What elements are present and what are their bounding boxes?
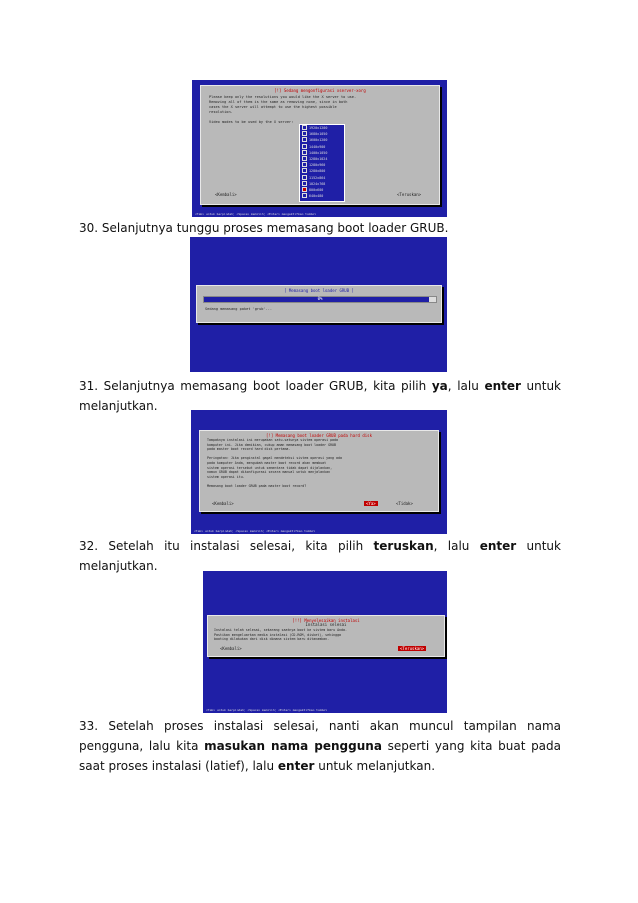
checkbox-icon[interactable] (302, 175, 307, 180)
step-32-bold-teruskan: teruskan (373, 539, 434, 553)
video-mode-label: 1920x1200 (309, 126, 328, 130)
checkbox-icon[interactable] (302, 150, 307, 155)
checkbox-icon[interactable] (302, 137, 307, 142)
video-mode-label: 1400x1050 (309, 150, 328, 155)
video-mode-label: 1280x1024 (309, 156, 328, 161)
step-33-bold-enter: enter (277, 759, 315, 773)
no-button[interactable]: <Tidak> (396, 501, 413, 506)
progress-bar-track (203, 296, 437, 303)
status-bar: <Tab> untuk berpindah; <Space> memilih; <Enter> mengaktifkan tombol (191, 528, 447, 534)
yes-button[interactable]: <Ya> (366, 501, 376, 506)
back-button[interactable]: <Kembali> (215, 192, 237, 197)
dialog-install-finished (207, 615, 445, 657)
checkbox-icon[interactable] (302, 156, 307, 161)
dialog-body: Tampaknya instalasi ini merupakan satu-satunya sistem operasi pada komputer ini. Jika demikian, cukup aman memasang boot loader GRUB pada master boot record hard disk pertama. Peringatan: Jika penginstal gagal mendeteksi sistem operasi yang ada pada komputer Anda, mengubah master boot record akan membuat sistem operasi tersebut untuk sementara tidak dapat dijalankan, namun GRUB dapat dikonfigurasi secara manual untuk menjalankan sistem operasi itu. Memasang boot loader GRUB pada master boot record? (207, 438, 342, 488)
status-bar: <Tab> untuk berpindah; <Space> memilih; <Enter> mengaktifkan tombol (203, 707, 447, 713)
continue-button[interactable]: <Teruskan> (397, 192, 422, 197)
step-31-bold-ya: ya (431, 379, 448, 393)
back-button[interactable]: <Kembali> (212, 501, 234, 506)
step-31-bold-enter: enter (484, 379, 521, 393)
dialog-body: Instalasi telah selesai, sekarang saatnya boot ke sistem baru Anda. Pastikan mengeluarkan media instalasi (CD-ROM, disket), sehingga booting dilakukan dari disk dimana sistem baru ditanamkan. (214, 628, 347, 642)
checkbox-icon[interactable] (302, 168, 307, 173)
video-mode-label: 1280x960 (309, 163, 326, 168)
video-mode-label: 1024x768 (309, 181, 326, 186)
dialog-xserver (200, 85, 440, 205)
step-31-text: 31. Selanjutnya memasang boot loader GRUB, kita pilih ya, lalu enter untuk melanjutkan. (79, 379, 561, 413)
video-mode-item[interactable] (300, 193, 344, 199)
checkbox-icon[interactable] (302, 131, 307, 136)
video-modes-list[interactable] (299, 124, 345, 202)
screenshot-installing-grub (190, 237, 447, 372)
step-30-text: 30. Selanjutnya tunggu proses memasang boot loader GRUB. (79, 221, 449, 235)
dialog-grub-mbr (199, 430, 439, 512)
dialog-title: [!!] Menyelesaikan instalasi (292, 618, 360, 623)
continue-button[interactable]: <Teruskan> (400, 646, 425, 651)
dialog-title: [!] Memasang boot loader GRUB pada hard disk (266, 433, 372, 438)
dialog-subtitle: Instalasi selesai (305, 622, 347, 627)
screenshot-xserver-resolutions (192, 80, 447, 217)
video-mode-label: 640x480 (309, 194, 324, 199)
dialog-title: [!] Sedang mengonfigurasi xserver-xorg (274, 88, 366, 93)
step-32-bold-enter: enter (479, 539, 517, 553)
video-mode-label: 1680x1050 (309, 132, 328, 137)
checkbox-icon[interactable] (302, 187, 307, 192)
checkbox-icon[interactable] (302, 125, 307, 130)
step-32-text: 32. Setelah itu instalasi selesai, kita pilih teruskan, lalu enter untuk melanjutkan. (79, 539, 561, 573)
checkbox-icon[interactable] (302, 181, 307, 186)
progress-status: Sedang memasang paket 'grub'... (205, 307, 273, 311)
checkbox-icon[interactable] (302, 144, 307, 149)
screenshot-installation-finished (203, 571, 447, 713)
screenshot-grub-mbr (191, 410, 447, 534)
checkbox-icon[interactable] (302, 193, 307, 198)
video-mode-label: 800x600 (309, 187, 324, 192)
dialog-grub-progress (196, 285, 442, 323)
step-33-text: 33. Setelah proses instalasi selesai, nanti akan muncul tampilan nama pengguna, lalu kita masukan nama pengguna seperti yang kita buat pada saat proses instalasi (latief), lalu enter untuk melanjutkan. (79, 719, 562, 773)
checkbox-icon[interactable] (302, 162, 307, 167)
step-33-bold-nama-pengguna: masukan nama pengguna (204, 739, 382, 753)
video-mode-label: 1440x900 (309, 144, 326, 149)
video-mode-label: 1152x864 (309, 175, 326, 180)
dialog-body: Please keep only the resolutions you would like the X server to use. Removing all of them is the same as removing none, since in both cases the X server will attempt to use the highest possible resolution. Video modes to be used by the X server: (209, 95, 357, 124)
dialog-title: [ Memasang boot loader GRUB ] (284, 288, 354, 293)
progress-percent: 0% (317, 296, 323, 301)
status-bar: <Tab> untuk berpindah; <Space> memilih; <Enter> mengaktifkan tombol (192, 211, 447, 217)
video-mode-label: 1600x1200 (309, 138, 328, 143)
video-mode-label: 1280x800 (309, 169, 326, 174)
back-button[interactable]: <Kembali> (220, 646, 242, 651)
